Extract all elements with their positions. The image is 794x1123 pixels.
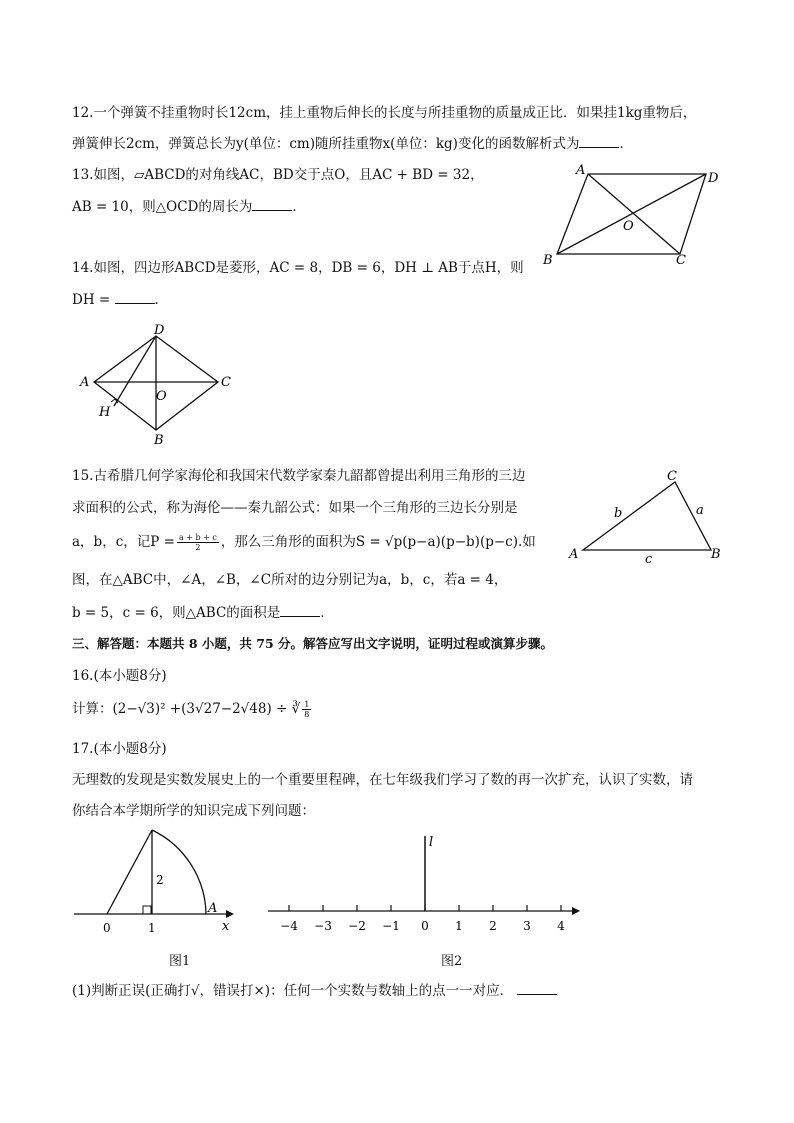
q14-line2: [72, 291, 168, 309]
q15-line3: [72, 533, 536, 552]
q14-line2-text: DH =: [72, 292, 111, 308]
q16-header: 16.(本小题8分): [72, 668, 167, 684]
label-c: C: [221, 375, 231, 390]
q15-line3-a: a，b，c，记P =: [72, 534, 175, 550]
label-l: l: [429, 835, 434, 850]
q17-header: 17.(本小题8分): [72, 741, 167, 757]
label-b: B: [543, 253, 553, 268]
fig2-caption: 图2: [441, 954, 463, 969]
fig1-caption: 图1: [169, 954, 191, 969]
q15-line5-text: b = 5，c = 6，则△ABC的面积是: [72, 605, 281, 621]
q15-frac-bottom: 2: [195, 543, 201, 552]
q14-line1: 14.如图，四边形ABCD是菱形，AC = 8，DB = 6，DH ⊥ AB于点H，则: [72, 260, 524, 276]
label-0: 0: [103, 921, 111, 935]
label-o: O: [156, 389, 167, 404]
label-a: A: [80, 375, 90, 390]
tick-label: 1: [455, 919, 463, 933]
q12-line2-text: 弹簧伸长2cm，弹簧总长为y(单位：cm)随所挂重物x(单位：kg)变化的函数解析式为: [72, 136, 580, 152]
tick-label: −2: [348, 919, 366, 933]
tick-label: −1: [382, 919, 400, 933]
label-o: O: [623, 219, 634, 234]
q16-calc-expression: 计算：(2−√3)² +(3√27−2√48) ÷ ∛: [72, 701, 301, 717]
q15-answer-blank: [280, 604, 320, 617]
label-h: H: [99, 405, 111, 420]
q15-fraction: [177, 533, 219, 552]
diagonal-ac: [588, 174, 680, 254]
q15-line3-b: ，那么三角形的面积为S = √p(p−a)(p−b)(p−c).如: [220, 534, 536, 550]
q17-figure2: [266, 834, 586, 938]
q16-fraction: [302, 700, 311, 719]
q12-line2-end: ．: [619, 136, 633, 152]
altitude-dh: [114, 336, 156, 406]
label-c-side: c: [645, 552, 653, 567]
q17-intro1: 无理数的发现是实数发展史上的一个重要里程碑，在七年级我们学习了数的再一次扩充，认识了实数，请: [72, 772, 693, 788]
tick-label: 4: [557, 919, 565, 933]
q12-line2: [72, 135, 633, 153]
hypotenuse: [107, 830, 152, 914]
label-a-side: a: [696, 503, 704, 518]
right-angle-mark: [143, 906, 151, 914]
tick-group: [280, 905, 565, 933]
q17-intro2: 你结合本学期所学的知识完成下列问题：: [72, 803, 315, 819]
label-x: x: [222, 919, 230, 934]
q14-answer-blank: [115, 291, 155, 304]
label-b-vertex: B: [711, 547, 721, 562]
label-1: 1: [148, 921, 156, 935]
q13-line2: [72, 198, 306, 216]
q13-line2-text: AB = 10，则△OCD的周长为: [72, 199, 253, 215]
q16-frac-top: 1: [304, 700, 310, 709]
q15-line5-end: ．: [320, 605, 334, 621]
label-a: A: [576, 163, 586, 178]
label-b-side: b: [614, 506, 623, 521]
q15-line5: [72, 604, 334, 622]
label-c-vertex: C: [667, 469, 677, 484]
q12-answer-blank: [579, 135, 619, 148]
label-d: D: [708, 171, 719, 186]
q17-part1-text: (1)判断正误(正确打√，错误打×)：任何一个实数与数轴上的点一一对应．: [72, 983, 514, 999]
q15-frac-top: a + b + c: [178, 533, 217, 542]
label-c: C: [676, 253, 686, 268]
label-a: A: [208, 901, 218, 916]
label-d: D: [154, 323, 165, 338]
q17-figure1: [72, 828, 242, 938]
triangle-abc: [583, 482, 711, 550]
x-axis-arrow: [226, 910, 234, 918]
q15-line1: 15.古希腊几何学家海伦和我国宋代数学家秦九韶都曾提出利用三角形的三边: [72, 468, 526, 484]
arc: [152, 830, 206, 914]
label-b: B: [154, 433, 164, 448]
label-2: 2: [156, 873, 164, 887]
tick-label: −4: [280, 919, 298, 933]
q14-line2-end: ．: [154, 292, 168, 308]
section3-heading: 三、解答题：本题共 8 小题，共 75 分。解答应写出文字说明，证明过程或演算步骤。: [72, 636, 554, 651]
q15-line4: 图，在△ABC中，∠A，∠B，∠C所对的边分别记为a，b，c，若a = 4，: [72, 572, 508, 588]
q12-line1: 12.一个弹簧不挂重物时长12cm，挂上重物后伸长的长度与所挂重物的质量成正比．如果挂1kg重物后，: [72, 105, 697, 121]
number-line-arrow: [572, 907, 580, 915]
q13-line2-end: ．: [292, 199, 306, 215]
q15-triangle-figure: [565, 466, 730, 570]
q17-part1-blank: [517, 982, 557, 995]
tick-label: −3: [314, 919, 332, 933]
tick-label: 2: [489, 919, 497, 933]
q13-answer-blank: [252, 198, 292, 211]
q14-rhombus-figure: [76, 322, 246, 450]
q13-parallelogram-figure: [540, 162, 730, 272]
tick-label: 0: [421, 919, 429, 933]
q16-frac-bottom: 8: [304, 710, 310, 719]
q15-line2: 求面积的公式，称为海伦——秦九韶公式：如果一个三角形的三边长分别是: [72, 500, 518, 516]
q16-calc: [72, 700, 313, 719]
label-a-vertex: A: [569, 547, 579, 562]
q13-line1: 13.如图，▱ABCD的对角线AC，BD交于点O，且AC + BD = 32，: [72, 167, 484, 183]
q17-part1: [72, 982, 557, 1000]
tick-label: 3: [523, 919, 531, 933]
